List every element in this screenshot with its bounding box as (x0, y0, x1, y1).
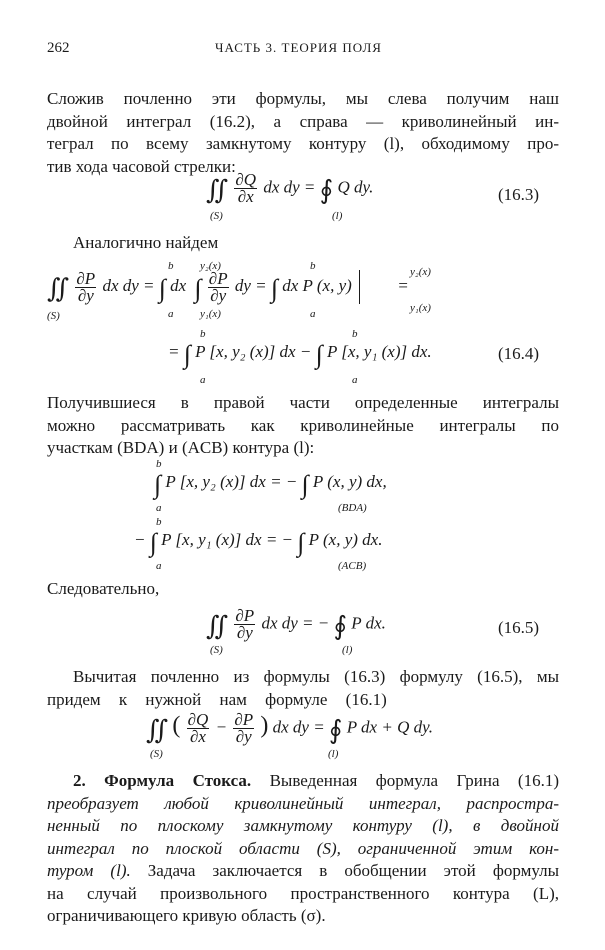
integral-limit: b (168, 260, 174, 272)
contour-integral-sign: ∮ (328, 715, 343, 745)
integral-sign: ∫ (315, 340, 323, 369)
section-heading: 2. Формула Стокса. (73, 771, 252, 790)
text-line: преобразует любой криволинейный интеграл, распростра- (47, 793, 559, 813)
integral-limit: y₂(x) (410, 266, 431, 278)
text-line: можно рассматривать как криволинейные интегралы по (47, 415, 559, 435)
paragraph-6 (47, 770, 559, 928)
equation-acb: − ∫ P [x, y₁ (x)] dx = − ∫ P (x, y) dx. (134, 528, 383, 557)
fraction: $\frac{\partial Q}{\partial x}$ (235, 170, 257, 206)
paragraph-1 (47, 88, 559, 178)
integral-limit: b (352, 328, 358, 340)
running-head: ЧАСТЬ 3. ТЕОРИЯ ПОЛЯ (215, 40, 382, 55)
integral-limit: y₁(x) (200, 308, 221, 320)
integral-limit: y₂(x) (200, 260, 221, 272)
integral-limit: y₁(x) (410, 302, 431, 314)
contour-integral-sign: ∮ (333, 611, 348, 641)
text-line: ограничивающего кривую область (σ). (47, 906, 326, 925)
integral-limit: (l) (332, 210, 343, 222)
text-line: теграл по всему замкнутому контуру (l), обходимому про- (47, 134, 559, 153)
text-line: двойной интеграл (16.2), а справа — криволинейный ин- (47, 111, 559, 131)
text-line: Вычитая почленно из формулы (16.3) формулу (16.5), мы (73, 667, 559, 686)
integral-limit: (ACB) (338, 560, 367, 572)
integral-limit: a (156, 560, 162, 572)
integral-limit: a (352, 374, 358, 386)
integral-limit: b (156, 516, 162, 528)
equation-16-5: ∬ $\frac{\partial P}{\partial y}$ dx dy = − ∮ P dx. (206, 606, 386, 642)
equation-16-4-line-1: ∬ $\frac{\partial P}{\partial y}$ dx dy = ∫ dx ∫ $\frac{\partial P}{\partial y}$ dy = ∫ dx P (x, y) = (47, 268, 409, 305)
integral-limit: b (310, 260, 316, 272)
integral-sign: ∫ (194, 273, 202, 303)
equation-number: (16.5) (498, 618, 540, 637)
integral-sign: ∫ (297, 528, 305, 557)
paragraph-2: Аналогично найдем (73, 233, 219, 252)
text-line: туром (l). Задача заключается в обобщении этой формулы (47, 861, 559, 880)
text-line: на случай произвольного пространственного контура (L), (47, 883, 559, 903)
page-header (47, 40, 558, 60)
integral-limit: (S) (210, 644, 223, 656)
text-line: участкам (BDA) и (ACB) контура (l): (47, 438, 315, 457)
text-line: интеграл по плоской области (S), ограниченной этим кон- (47, 838, 559, 858)
integral-sign: ∫ (301, 470, 309, 499)
double-integral-sign: ∬ (206, 611, 229, 641)
integral-sign: ∫ (158, 273, 166, 303)
integral-limit: b (200, 328, 206, 340)
integral-limit: (BDA) (338, 502, 367, 514)
contour-integral-sign: ∮ (319, 175, 334, 205)
text-line: придем к нужной нам формуле (16.1) (47, 689, 387, 709)
integral-limit: (S) (47, 310, 60, 322)
integral-sign: ∫ (183, 340, 191, 369)
text-line: Получившиеся в правой части определенные интегралы (47, 393, 559, 412)
double-integral-sign: ∬ (47, 273, 70, 303)
evaluation-bar (359, 270, 360, 304)
text-line: 2. Формула Стокса. Выведенная формула Грина (16.1) (73, 771, 559, 790)
equation-number: (16.3) (498, 185, 540, 204)
page-number: 262 (47, 40, 70, 56)
equation-bda: ∫ P [x, y₂ (x)] dx = − ∫ P (x, y) dx, (154, 470, 387, 499)
paragraph-3 (47, 392, 559, 460)
double-integral-sign: ∬ (146, 715, 169, 745)
integral-limit: a (310, 308, 316, 320)
integral-limit: a (168, 308, 174, 320)
integral-sign: ∫ (270, 273, 278, 303)
equation-16-3: ∬ $\frac{\partial Q}{\partial x}$ dx dy = ∮ Q dy. (206, 170, 374, 206)
text-line: Сложив почленно эти формулы, мы слева получим наш (47, 89, 559, 108)
integral-limit: (S) (150, 748, 163, 760)
equation-number: (16.4) (498, 344, 540, 363)
integral-sign: ∫ (154, 470, 162, 499)
integral-limit: b (156, 458, 162, 470)
integral-sign: ∫ (149, 528, 157, 557)
equation-16-4-line-2: = ∫ P [x, y₂ (x)] dx − ∫ P [x, y₁ (x)] dx. (168, 340, 432, 369)
paragraph-5 (47, 666, 559, 711)
integral-limit: (l) (328, 748, 339, 760)
integral-limit: (l) (342, 644, 353, 656)
equation-16-1: ∬ ( $\frac{\partial Q}{\partial x}$ − $\frac{\partial P}{\partial y}$ ) dx dy = ∮ P dx + Q dy. (146, 710, 433, 746)
paragraph-4: Следовательно, (47, 579, 160, 598)
double-integral-sign: ∬ (206, 175, 229, 205)
text-line: тив хода часовой стрелки: (47, 156, 236, 176)
integral-limit: a (200, 374, 206, 386)
text-line: ненный по плоскому замкнутому контуру (l), в двойной (47, 816, 559, 835)
integral-limit: (S) (210, 210, 223, 222)
integral-limit: a (156, 502, 162, 514)
